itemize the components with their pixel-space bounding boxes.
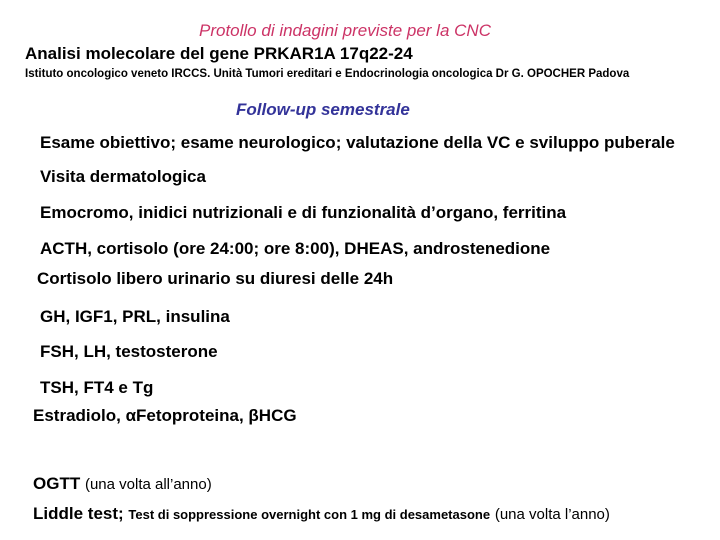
liddle-note: (una volta l’anno): [494, 506, 610, 523]
ogtt-note: (una volta all’anno): [84, 476, 212, 493]
list-item: ACTH, cortisolo (ore 24:00; ore 8:00), DHEAS, androstenedione: [40, 239, 551, 258]
liddle-detail: Test di soppressione overnight con 1 mg di desametasone: [128, 507, 491, 522]
list-item: Esame obiettivo; esame neurologico; valutazione della VC e sviluppo puberale: [40, 133, 675, 152]
liddle-line: [33, 504, 610, 524]
institute-line: Istituto oncologico veneto IRCCS. Unità Tumori ereditari e Endocrinologia oncologica Dr G. OPOCHER Padova: [25, 68, 630, 80]
subtitle: Analisi molecolare del gene PRKAR1A 17q22-24: [25, 44, 413, 63]
liddle-label: Liddle test;: [33, 504, 124, 523]
list-item: Visita dermatologica: [40, 167, 206, 186]
page-title: Protollo di indagini previste per la CNC: [199, 21, 491, 40]
section-heading: Follow-up semestrale: [236, 100, 410, 119]
list-item: FSH, LH, testosterone: [40, 342, 218, 361]
ogtt-label: OGTT: [33, 474, 81, 493]
list-item: Emocromo, inidici nutrizionali e di funzionalità d’organo, ferritina: [40, 203, 567, 222]
list-item: Estradiolo, αFetoproteina, βHCG: [33, 406, 297, 425]
list-item: GH, IGF1, PRL, insulina: [40, 307, 230, 326]
ogtt-line: [33, 474, 212, 494]
list-item: Cortisolo libero urinario su diuresi delle 24h: [37, 269, 394, 288]
list-item: TSH, FT4 e Tg: [40, 378, 154, 397]
